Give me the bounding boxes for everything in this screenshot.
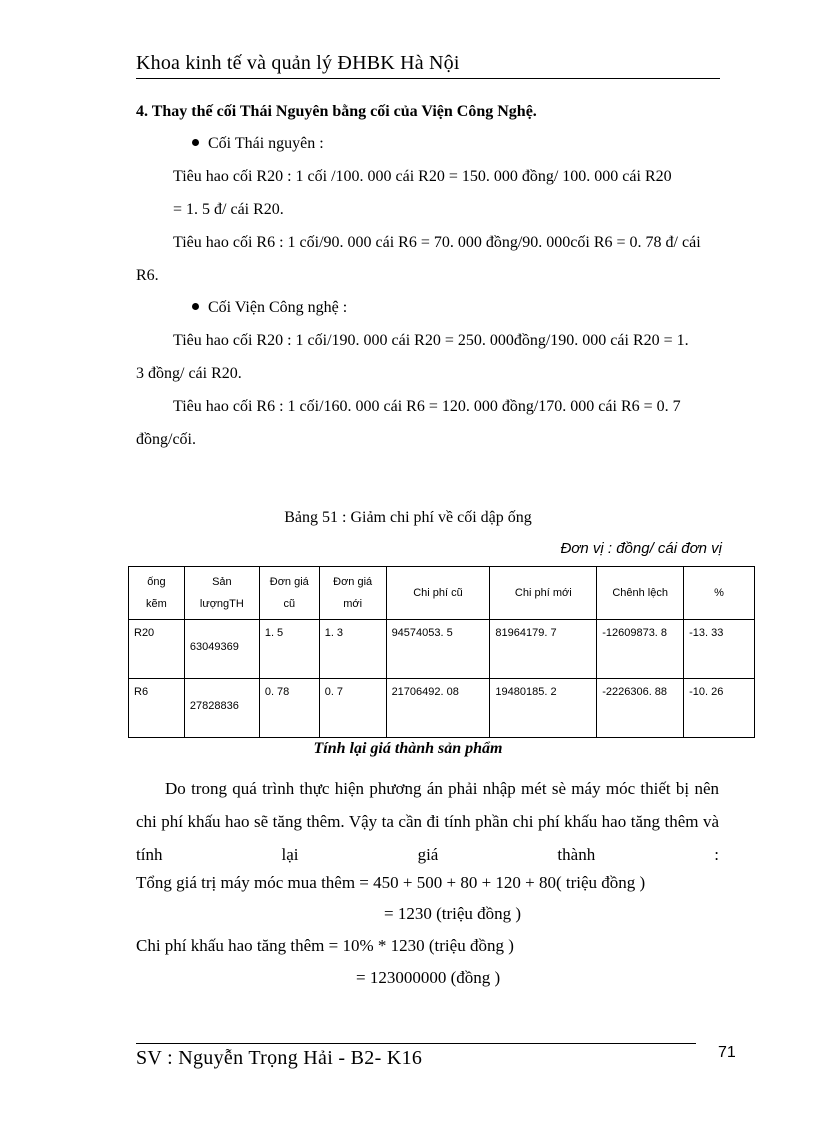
- header-don-gia-cu: Đơn giá cũ: [259, 567, 319, 620]
- table-cell: R20: [129, 620, 185, 679]
- table-header-row: [129, 567, 755, 620]
- page-footer: SV : Nguyễn Trọng Hải - B2- K16: [136, 1047, 423, 1069]
- table-unit: Đơn vị : đồng/ cái đơn vị: [560, 540, 722, 557]
- bullet-icon: [192, 303, 199, 310]
- table-cell: 27828836: [184, 679, 259, 738]
- table-cell: -13. 33: [684, 620, 755, 679]
- text-line: Tiêu hao cối R6 : 1 cối/160. 000 cái R6 = 120. 000 đồng/170. 000 cái R6 = 0. 7: [173, 398, 681, 415]
- page-number: 71: [718, 1044, 736, 1061]
- table-cell: 94574053. 5: [386, 620, 490, 679]
- footer-divider: [136, 1043, 696, 1044]
- table-cell: 21706492. 08: [386, 679, 490, 738]
- table-caption: Bảng 51 : Giảm chi phí về cối dập ống: [284, 509, 532, 526]
- text-line: = 1. 5 đ/ cái R20.: [173, 201, 284, 218]
- bullet-label: Cối Viện Công nghệ :: [208, 299, 348, 316]
- formula-line: = 123000000 (đồng ): [356, 968, 501, 987]
- section-heading: 4. Thay thế cối Thái Nguyên bằng cối của Viện Công Nghệ.: [136, 103, 537, 120]
- text-line: Tiêu hao cối R20 : 1 cối /100. 000 cái R20 = 150. 000 đồng/ 100. 000 cái R20: [173, 168, 672, 185]
- recalc-paragraph: Do trong quá trình thực hiện phương án phải nhập mét sè máy móc thiết bị nên chi phí khấu hao sẽ tăng thêm. Vậy ta cần đi tính phần chi phí khấu hao tăng thêm và tính lại giá thành :: [136, 779, 719, 864]
- table-cell: 1. 5: [259, 620, 319, 679]
- formula-line: = 1230 (triệu đồng ): [384, 904, 522, 923]
- text-line: Tiêu hao cối R20 : 1 cối/190. 000 cái R20 = 250. 000đồng/190. 000 cái R20 = 1.: [173, 332, 689, 349]
- header-chenh-lech: Chênh lệch: [597, 567, 684, 620]
- table-row: [129, 679, 755, 738]
- recalc-title: Tính lại giá thành sản phẩm: [313, 740, 503, 757]
- table-cell: 81964179. 7: [490, 620, 597, 679]
- formula-line: Chi phí khấu hao tăng thêm = 10% * 1230 (triệu đồng ): [136, 936, 514, 955]
- table-cell: -2226306. 88: [597, 679, 684, 738]
- text-line: đồng/cối.: [136, 431, 196, 448]
- bullet-label: Cối Thái nguyên :: [208, 135, 324, 152]
- text-line: 3 đồng/ cái R20.: [136, 365, 242, 382]
- bullet-icon: [192, 139, 199, 146]
- table-cell: 63049369: [184, 620, 259, 679]
- bullet-item-vien-cong-nghe: [192, 298, 347, 318]
- header-chi-phi-moi: Chi phí mới: [490, 567, 597, 620]
- header-chi-phi-cu: Chi phí cũ: [386, 567, 490, 620]
- table-row: [129, 620, 755, 679]
- header-percent: %: [684, 567, 755, 620]
- header-ong-kem: ống kẽm: [129, 567, 185, 620]
- table-cell: R6: [129, 679, 185, 738]
- table-cell: 19480185. 2: [490, 679, 597, 738]
- table-cell: 1. 3: [319, 620, 386, 679]
- header-don-gia-moi: Đơn giá mới: [319, 567, 386, 620]
- formula-line: Tổng giá trị máy móc mua thêm = 450 + 500 + 80 + 120 + 80( triệu đồng ): [136, 873, 646, 892]
- cost-table: [128, 566, 755, 738]
- text-line: R6.: [136, 267, 159, 284]
- table-cell: 0. 7: [319, 679, 386, 738]
- header-divider: [136, 78, 720, 79]
- text-line: Tiêu hao cối R6 : 1 cối/90. 000 cái R6 = 70. 000 đồng/90. 000cối R6 = 0. 78 đ/ cái: [173, 234, 701, 251]
- page-header: Khoa kinh tế và quản lý ĐHBK Hà Nội: [136, 52, 460, 74]
- bullet-item-thai-nguyen: [192, 134, 324, 154]
- header-san-luong: Sản lượngTH: [184, 567, 259, 620]
- table-cell: -10. 26: [684, 679, 755, 738]
- table-cell: -12609873. 8: [597, 620, 684, 679]
- table-cell: 0. 78: [259, 679, 319, 738]
